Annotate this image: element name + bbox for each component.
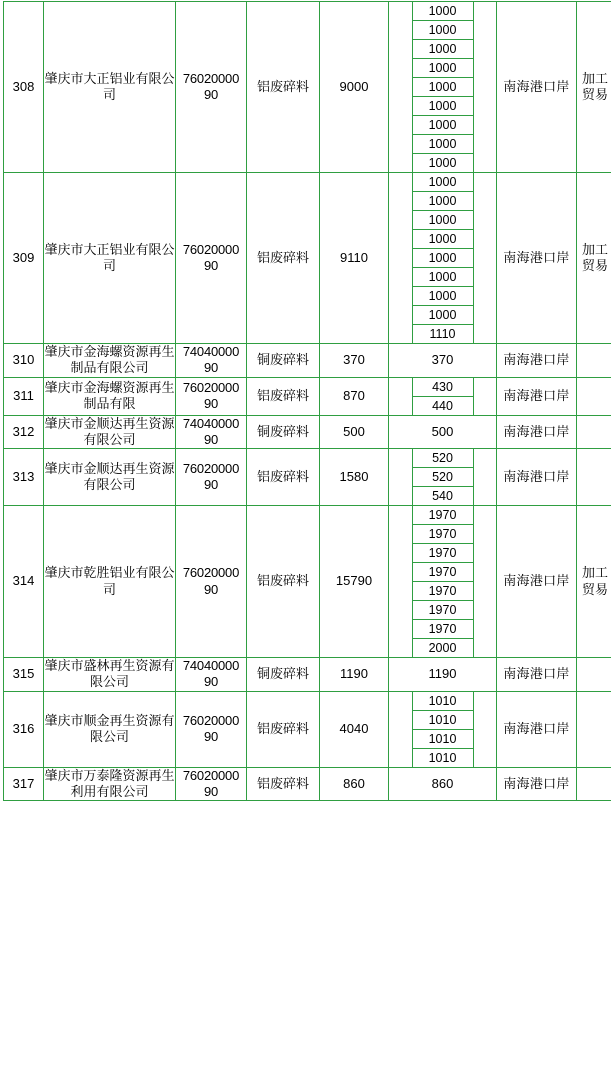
batch-quantities — [389, 449, 497, 506]
batch-item: 540 — [412, 487, 473, 506]
table-row — [4, 691, 611, 767]
table-row — [4, 658, 611, 692]
row-index: 312 — [4, 415, 44, 449]
waste-category: 铝废碎料 — [247, 506, 320, 658]
table-row — [4, 173, 611, 344]
batch-item: 1000 — [412, 249, 473, 268]
batch-item: 1010 — [412, 748, 473, 767]
company-name: 肇庆市大正铝业有限公司 — [44, 2, 176, 173]
row-index: 315 — [4, 658, 44, 692]
batch-item: 1000 — [412, 230, 473, 249]
batch-item: 1970 — [412, 620, 473, 639]
table-row — [4, 415, 611, 449]
port-name: 南海港口岸 — [497, 449, 577, 506]
trade-mode — [577, 658, 611, 692]
company-name: 肇庆市金顺达再生资源有限公司 — [44, 449, 176, 506]
batch-item: 1010 — [412, 710, 473, 729]
row-index: 310 — [4, 344, 44, 378]
batch-quantities — [389, 691, 497, 767]
commodity-code: 76020000 90 — [176, 2, 247, 173]
batch-quantities: 1190 — [389, 658, 497, 692]
waste-category: 铜废碎料 — [247, 415, 320, 449]
table-row — [4, 767, 611, 801]
batch-item: 430 — [412, 378, 473, 397]
batch-item: 1000 — [412, 97, 473, 116]
waste-category: 铝废碎料 — [247, 449, 320, 506]
port-name: 南海港口岸 — [497, 2, 577, 173]
commodity-code: 74040000 90 — [176, 658, 247, 692]
table-body — [4, 2, 611, 801]
company-name: 肇庆市顺金再生资源有限公司 — [44, 691, 176, 767]
waste-import-quota-table — [3, 1, 611, 801]
commodity-code: 76020000 90 — [176, 506, 247, 658]
total-quantity: 15790 — [320, 506, 389, 658]
company-name: 肇庆市盛林再生资源有限公司 — [44, 658, 175, 690]
company-name: 肇庆市万泰隆资源再生利用有限公司 — [44, 767, 175, 799]
batch-item: 1000 — [412, 192, 473, 211]
batch-item: 520 — [412, 468, 473, 487]
trade-mode — [577, 767, 611, 801]
total-quantity: 870 — [320, 377, 389, 415]
port-name: 南海港口岸 — [497, 173, 577, 344]
batch-quantities: 500 — [389, 415, 497, 449]
port-name: 南海港口岸 — [497, 767, 577, 801]
table-row — [4, 2, 611, 173]
total-quantity: 4040 — [320, 691, 389, 767]
batch-list — [412, 692, 474, 767]
waste-category: 铝废碎料 — [247, 2, 320, 173]
commodity-code: 76020000 90 — [176, 449, 247, 506]
total-quantity: 500 — [320, 415, 389, 449]
row-index: 311 — [4, 377, 44, 415]
batch-quantities — [389, 506, 497, 658]
row-index: 317 — [4, 767, 44, 801]
trade-mode — [577, 377, 611, 415]
commodity-code: 76020000 90 — [176, 691, 247, 767]
commodity-code: 74040000 90 — [176, 344, 247, 378]
trade-mode — [577, 449, 611, 506]
total-quantity: 9110 — [320, 173, 389, 344]
company-name: 肇庆市金海螺资源再生制品有限公司 — [44, 344, 175, 376]
batch-item: 1000 — [412, 116, 473, 135]
batch-item: 1000 — [412, 211, 473, 230]
company-name: 肇庆市金海螺资源再生制品有限 — [44, 377, 176, 415]
batch-quantities — [389, 173, 497, 344]
waste-category: 铝废碎料 — [247, 691, 320, 767]
commodity-code: 74040000 90 — [176, 415, 247, 449]
company-name: 肇庆市金顺达再生资源有限公司 — [44, 415, 175, 447]
batch-item: 520 — [412, 449, 473, 468]
batch-list — [412, 506, 474, 657]
trade-mode: 加工贸易 — [577, 2, 611, 173]
total-quantity: 1190 — [320, 658, 389, 692]
trade-mode: 加工贸易 — [577, 506, 611, 658]
batch-list — [412, 173, 474, 343]
company-name: 肇庆市大正铝业有限公司 — [44, 173, 176, 344]
batch-item: 1000 — [412, 154, 473, 173]
total-quantity: 370 — [320, 344, 389, 378]
batch-quantities: 860 — [389, 767, 497, 801]
batch-item: 1970 — [412, 582, 473, 601]
batch-item: 1970 — [412, 544, 473, 563]
batch-list — [412, 2, 474, 172]
port-name: 南海港口岸 — [497, 415, 577, 449]
row-index: 309 — [4, 173, 44, 344]
batch-item: 1000 — [412, 40, 473, 59]
table-row — [4, 377, 611, 415]
batch-item: 1970 — [412, 525, 473, 544]
batch-item: 1000 — [412, 59, 473, 78]
batch-quantities — [389, 2, 497, 173]
row-index: 308 — [4, 2, 44, 173]
waste-category: 铜废碎料 — [247, 658, 320, 692]
waste-category: 铝废碎料 — [247, 173, 320, 344]
trade-mode — [577, 344, 611, 378]
table-row — [4, 506, 611, 658]
batch-list — [412, 449, 474, 505]
batch-item: 1000 — [412, 21, 473, 40]
batch-quantities: 370 — [389, 344, 497, 378]
waste-category: 铝废碎料 — [247, 767, 320, 801]
table-row — [4, 344, 611, 378]
total-quantity: 860 — [320, 767, 389, 801]
total-quantity: 9000 — [320, 2, 389, 173]
batch-item: 1000 — [412, 135, 473, 154]
waste-category: 铝废碎料 — [247, 377, 320, 415]
batch-item: 1000 — [412, 306, 473, 325]
batch-list — [412, 378, 474, 415]
batch-item: 1000 — [412, 287, 473, 306]
batch-item: 1010 — [412, 692, 473, 711]
batch-quantities — [389, 377, 497, 415]
trade-mode — [577, 691, 611, 767]
row-index: 316 — [4, 691, 44, 767]
batch-item: 1970 — [412, 506, 473, 525]
commodity-code: 76020000 90 — [176, 173, 247, 344]
waste-category: 铜废碎料 — [247, 344, 320, 378]
port-name: 南海港口岸 — [497, 344, 577, 378]
batch-item: 1110 — [412, 325, 473, 344]
batch-item: 1000 — [412, 173, 473, 192]
port-name: 南海港口岸 — [497, 658, 577, 692]
row-index: 314 — [4, 506, 44, 658]
batch-item: 1000 — [412, 78, 473, 97]
total-quantity: 1580 — [320, 449, 389, 506]
trade-mode: 加工贸易 — [577, 173, 611, 344]
port-name: 南海港口岸 — [497, 377, 577, 415]
port-name: 南海港口岸 — [497, 691, 577, 767]
port-name: 南海港口岸 — [497, 506, 577, 658]
batch-item: 1970 — [412, 563, 473, 582]
batch-item: 2000 — [412, 639, 473, 658]
company-name: 肇庆市乾胜铝业有限公司 — [44, 506, 176, 658]
batch-item: 1010 — [412, 729, 473, 748]
batch-item: 1000 — [412, 2, 473, 21]
batch-item: 1970 — [412, 601, 473, 620]
batch-item: 1000 — [412, 268, 473, 287]
commodity-code: 76020000 90 — [176, 767, 247, 801]
commodity-code: 76020000 90 — [176, 377, 247, 415]
row-index: 313 — [4, 449, 44, 506]
table-row — [4, 449, 611, 506]
trade-mode — [577, 415, 611, 449]
batch-item: 440 — [412, 396, 473, 415]
